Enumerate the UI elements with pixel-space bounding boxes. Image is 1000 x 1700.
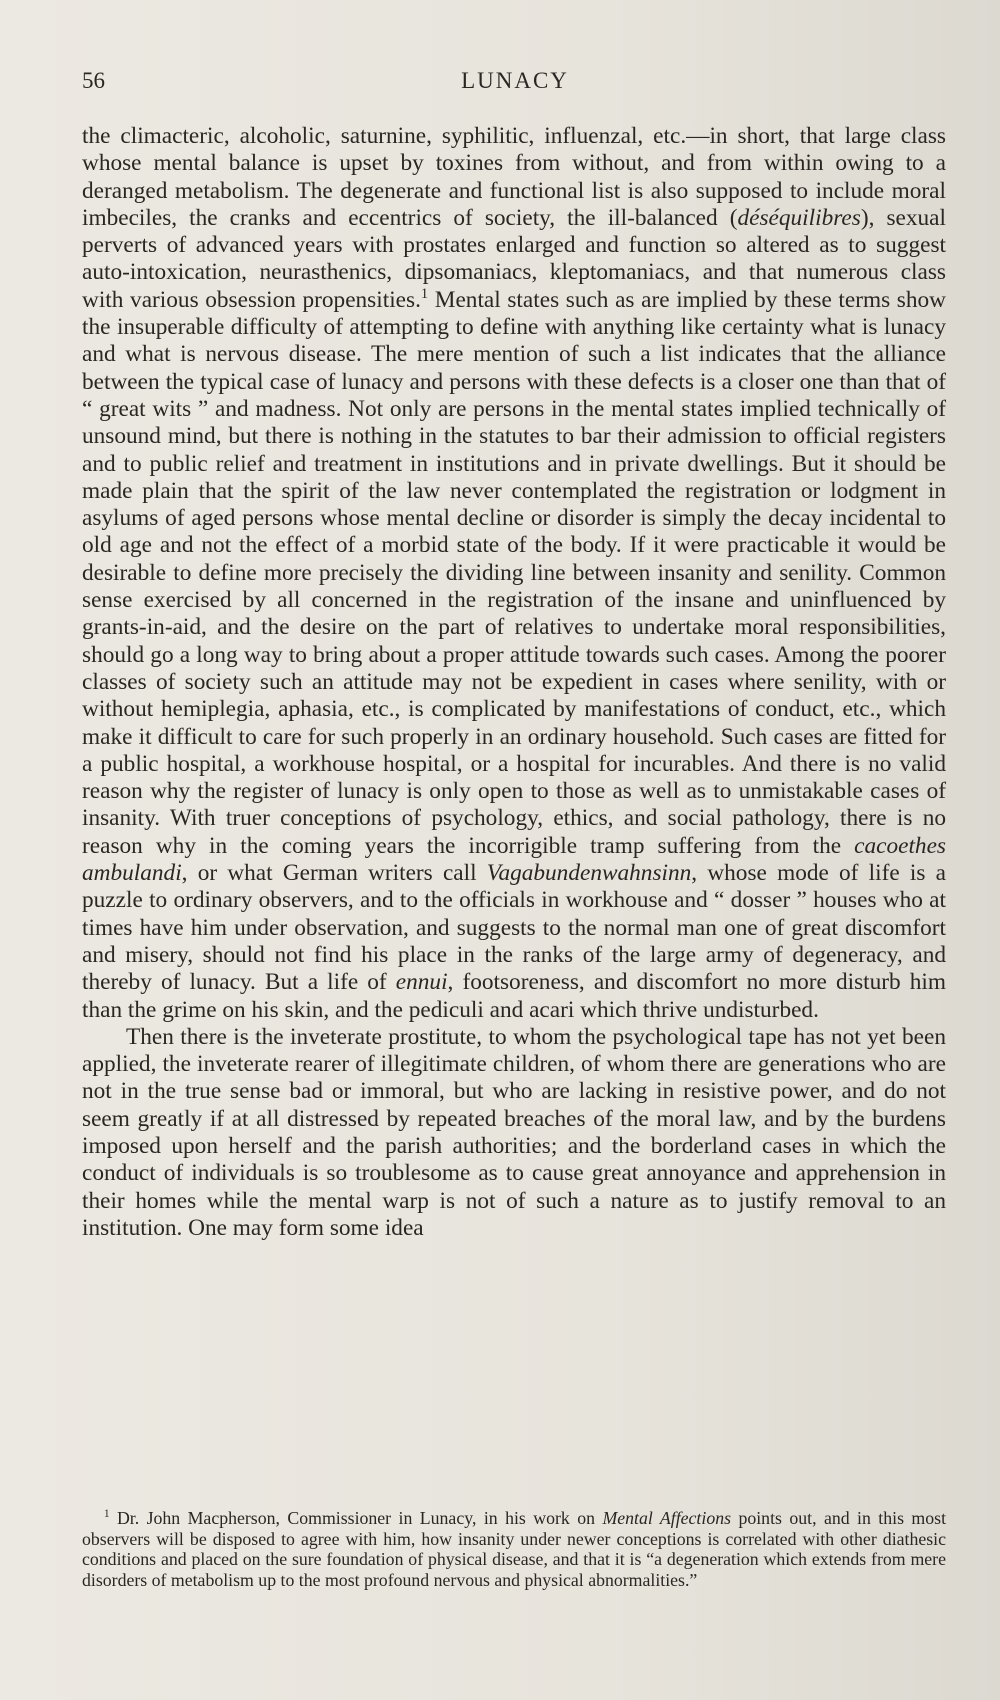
paragraph-1-text-b: ), sexual perverts of advanced years with prostates enlarged and function so altered as to suggest auto-intoxication, neurasthenics, dipsomaniacs, kleptomaniacs, and that numerous class with various obsession propensities.: [82, 204, 946, 313]
paragraph-1-text-a: the climacteric, alcoholic, saturnine, syphilitic, influenzal, etc.—in short, that large class whose mental balance is upset by toxines from without, and from within owing to a deranged metabolism. The degenerate and functional list is also supposed to include moral imbeciles, the cranks and eccentrics of society, the ill-balanced (: [82, 123, 946, 231]
paragraph-1-text-f: , footsoreness, and discomfort no more disturb him than the grime on his skin, and the pediculi and acari which thrive undisturbed.: [82, 969, 946, 1023]
body-text: [82, 123, 946, 1242]
italic-title-mental-affections: Mental Affections: [602, 1508, 732, 1528]
footnote-text-b: points out, and in this most observers will be disposed to agree with him, how insanity under newer conceptions is correlated with other diathesic conditions and placed on the sure foundation of physical disease, and that it is “a degeneration which extends from mere disorders of metabolism up to the most profound nervous and physical abnormalities.”: [82, 1508, 947, 1590]
paragraph-1: [82, 123, 946, 1024]
running-head: LUNACY: [461, 68, 569, 93]
page-number: 56: [82, 68, 105, 93]
paragraph-1-text-e: , whose mode of life is a puzzle to ordinary observers, and to the officials in workhouse and “ dosser ” houses who at times have him under observation, and suggests to the normal man one of great discomfort and misery, should not find his place in the ranks of the large army of degeneracy, and thereby of lunacy. But a life of: [82, 860, 946, 996]
footnote-marker: 1: [420, 286, 429, 303]
italic-term-vagabundenwahnsinn: Vagabundenwahnsinn: [486, 860, 692, 887]
paragraph-2: Then there is the inveterate prostitute, to whom the psychological tape has not yet been applied, the inveterate rearer of illegitimate children, of whom there are generations who are not in the true sense bad or immoral, but who are lacking in resistive power, and do not seem greatly if at all distressed by repeated breaches of the moral law, and by the burdens imposed upon herself and the parish authorities; and the borderland cases in which the conduct of individuals is so troublesome as to cause great annoyance and apprehension in their homes while the mental warp is not of such a nature as to justify removal to an institution. One may form some idea: [82, 1023, 946, 1241]
paragraph-1-text-d: , or what German writers call: [181, 860, 487, 887]
italic-term-cacoethes: cacoethes ambulandi: [82, 832, 946, 887]
footnote-1: [82, 1508, 946, 1590]
italic-term-ennui: ennui: [395, 969, 448, 996]
footnote-number: 1: [104, 1508, 110, 1521]
italic-term-desequilibres: déséquilibres: [737, 204, 861, 231]
paragraph-1-text-c: Mental states such as are implied by these terms show the insuperable difficulty of attempting to define with anything like certainty what is lunacy and what is nervous disease. The mere mention of such a list indicates that the alliance between the typical case of lunacy and persons with these defects is a closer one than that of “ great wits ” and madness. Not only are persons in the mental states implied technically of unsound mind, but there is nothing in the statutes to bar their admission to official registers and to public relief and treatment in institutions and in private dwellings. But it should be made plain that the spirit of the law never contemplated the registration or lodgment in asylums of aged persons whose mental decline or disorder is simply the decay incidental to old age and not the effect of a morbid state of the body. If it were practicable it would be desirable to define more precisely the dividing line between insanity and senility. Common sense exercised by all concerned in the registration of the insane and uninfluenced by grants-in-aid, and the desire on the part of relatives to undertake moral responsibilities, should go a long way to bring about a proper attitude towards such cases. Among the poorer classes of society such an attitude may not be expedient in cases where senility, with or without hemiplegia, aphasia, etc., is complicated by manifestations of conduct, etc., which make it difficult to care for such properly in an ordinary household. Such cases are fitted for a public hospital, a workhouse hospital, or a hospital for incurables. And there is no valid reason why the register of lunacy is only open to those as well as to unmistakable cases of insanity. With truer conceptions of psychology, ethics, and social pathology, there is no reason why in the coming years the incorrigible tramp suffering from the: [82, 286, 946, 859]
footnotes: [82, 1508, 946, 1590]
footnote-text-a: Dr. John Macpherson, Commissioner in Lunacy, in his work on: [109, 1508, 603, 1528]
page-header: [82, 68, 948, 104]
